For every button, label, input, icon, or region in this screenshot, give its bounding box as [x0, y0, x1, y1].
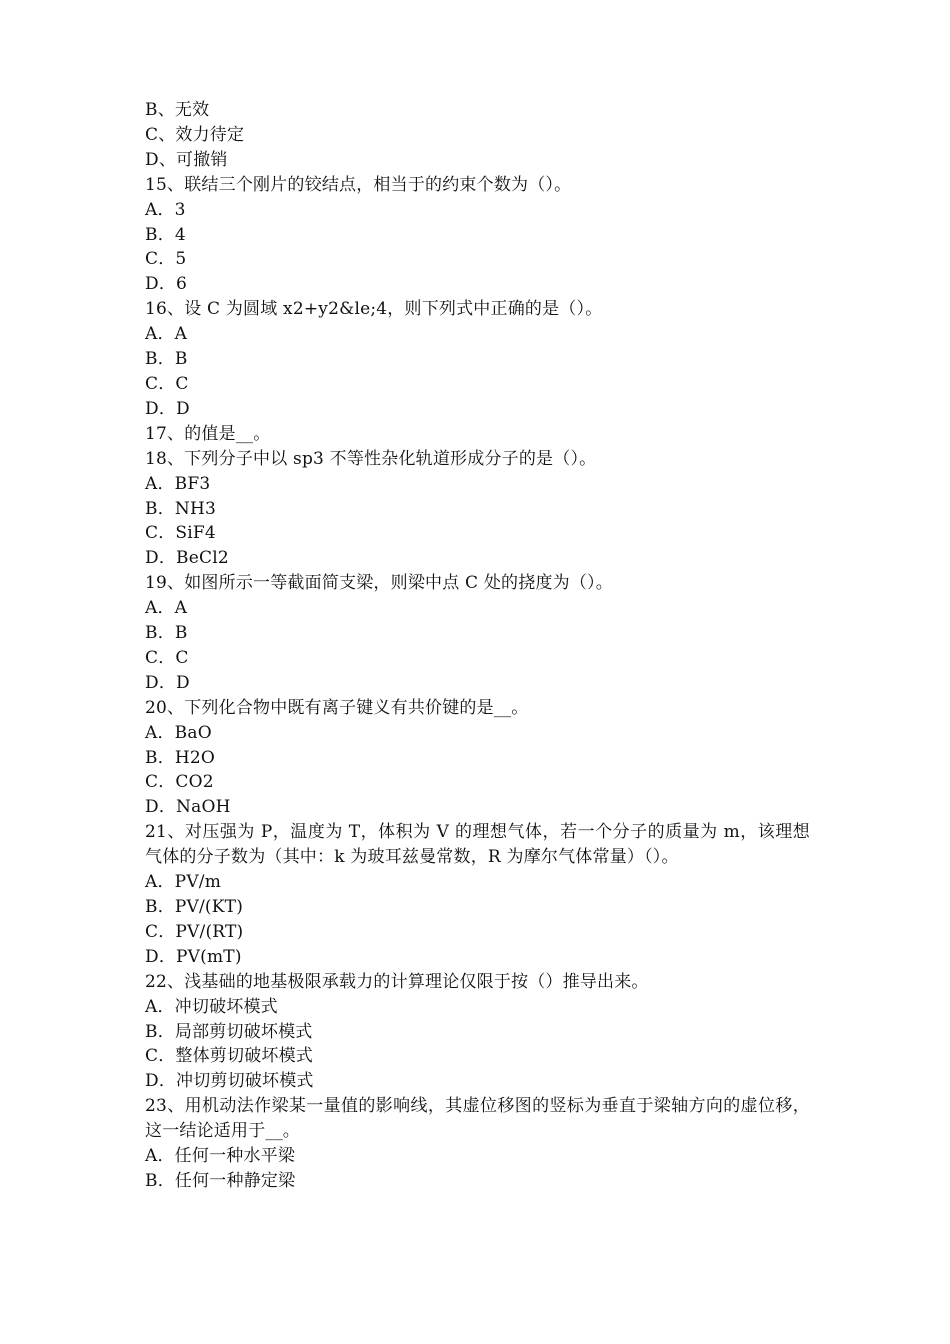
question-text: 22、浅基础的地基极限承载力的计算理论仅限于按（）推导出来。: [145, 971, 649, 992]
answer-option: D、可撤销: [145, 149, 228, 170]
answer-option: D．BeCl2: [145, 548, 229, 569]
answer-option: A．A: [145, 598, 188, 619]
question-text: 18、下列分子中以 sp3 不等性杂化轨道形成分子的是（）。: [145, 448, 597, 469]
question-text: 15、联结三个刚片的铰结点，相当于的约束个数为（）。: [145, 174, 572, 195]
question-text: 17、的值是__。: [145, 423, 271, 444]
question-text: 20、下列化合物中既有离子键义有共价键的是__。: [145, 697, 529, 718]
answer-option: A．任何一种水平梁: [145, 1146, 296, 1167]
answer-option: B．任何一种静定梁: [145, 1170, 296, 1191]
answer-option: A．PV/m: [145, 872, 222, 893]
answer-option: C．C: [145, 647, 189, 668]
answer-option: A．BF3: [145, 473, 211, 494]
answer-option: B．B: [145, 349, 188, 370]
answer-option: C．C: [145, 373, 189, 394]
answer-option: B．H2O: [145, 747, 216, 768]
answer-option: C．5: [145, 249, 187, 270]
question-text: 21、对压强为 P，温度为 T，体积为 V 的理想气体，若一个分子的质量为 m，该理想气体的分子数为（其中：k 为玻耳兹曼常数，R 为摩尔气体常量）（）。: [145, 822, 810, 868]
answer-option: C．整体剪切破坏模式: [145, 1046, 314, 1067]
answer-option: D．6: [145, 274, 188, 295]
question-text: 19、如图所示一等截面简支梁，则梁中点 C 处的挠度为（）。: [145, 573, 613, 594]
answer-option: A．A: [145, 324, 188, 345]
answer-option: A．3: [145, 199, 186, 220]
question-text: 23、用机动法作梁某一量值的影响线，其虚位移图的竖标为垂直于梁轴方向的虚位移，这一结论适用于__。: [145, 1096, 810, 1142]
answer-option: B、无效: [145, 100, 210, 120]
answer-option: D．冲切剪切破坏模式: [145, 1071, 314, 1092]
answer-option: B．PV/(KT): [145, 897, 244, 917]
answer-option: B．B: [145, 623, 188, 644]
answer-option: C．CO2: [145, 772, 214, 793]
answer-option: D．D: [145, 672, 190, 693]
answer-option: A．冲切破坏模式: [145, 996, 278, 1017]
question-list: [145, 98, 810, 1194]
answer-option: D．D: [145, 398, 190, 419]
answer-option: C、效力待定: [145, 124, 245, 145]
answer-option: C．SiF4: [145, 523, 216, 544]
question-text: 16、设 C 为圆域 x2+y2&le;4，则下列式中正确的是（）。: [145, 299, 603, 320]
answer-option: D．PV(mT): [145, 946, 242, 967]
answer-option: D．NaOH: [145, 797, 231, 818]
answer-option: C．PV/(RT): [145, 921, 244, 942]
answer-option: B．NH3: [145, 498, 217, 519]
answer-option: B．局部剪切破坏模式: [145, 1021, 313, 1042]
answer-option: A．BaO: [145, 722, 212, 743]
answer-option: B．4: [145, 224, 186, 245]
